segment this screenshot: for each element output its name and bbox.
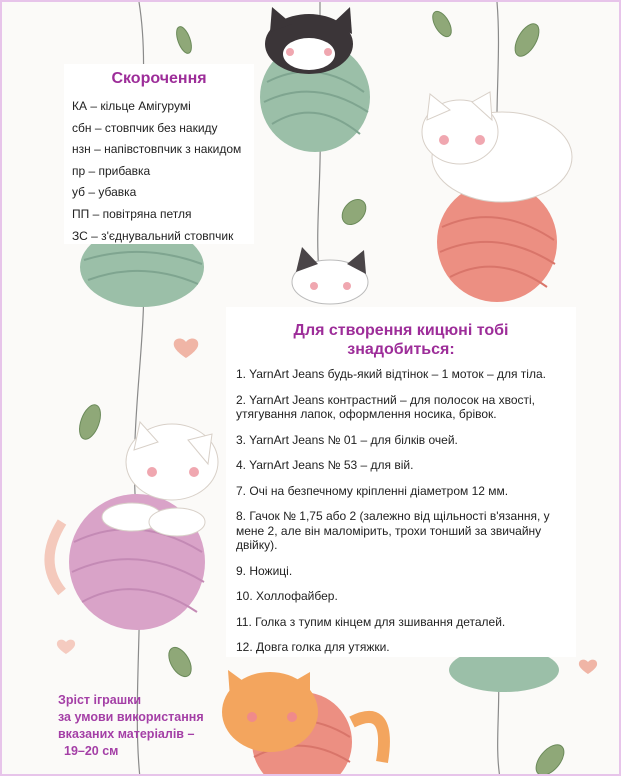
abbreviations-panel [64,64,254,244]
abbreviation-item: уб – убавка [72,185,137,200]
heart-icon [174,339,199,358]
material-item: 8. Гачок № 1,75 або 2 (залежно від щільності в'язання, у мене 2, але він маломірить, трохи тонший за звичайну двійку). [236,509,550,552]
leaf [174,25,195,55]
materials-panel [226,307,576,657]
material-item: 10. Холлофайбер. [236,589,338,603]
height-note-line: 19–20 см [64,744,119,758]
height-note-line: Зріст іграшки [58,693,142,707]
abbreviation-item: нзн – напівстовпчик з накидом [72,142,242,157]
material-item: 3. YarnArt Jeans № 01 – для білків очей. [236,432,458,447]
cat-dark-top [265,7,353,74]
abbreviations-title: Скорочення [111,70,207,87]
leaf [75,402,104,442]
leaf [510,20,544,60]
cat-grey-center [292,247,368,304]
material-item: 4. YarnArt Jeans № 53 – для вій. [236,458,414,472]
material-item: 12. Довга голка для утяжки. [236,640,390,654]
material-item: 11. Голка з тупим кінцем для зшивання деталей. [236,614,506,629]
toy-height-note [58,692,228,760]
abbreviation-item: сбн – стовпчик без накиду [72,120,218,135]
materials-title-line2: знадобиться: [347,341,455,358]
leaf [337,195,370,229]
leaf [164,644,196,681]
abbreviation-item: ПП – повітряна петля [72,206,192,221]
abbreviation-item: КА – кільце Амігурумі [72,99,191,113]
material-item: 2. YarnArt Jeans контрастний – для полосок на хвості, утягування лапок, оформлення носика, брівок. [236,392,535,421]
abbreviation-item: ЗС – з'єднувальний стовпчик [72,228,234,243]
material-item: 1. YarnArt Jeans будь-який відтінок – 1 моток – для тіла. [236,367,546,381]
leaf [429,8,455,39]
material-item: 7. Очі на безпечному кріпленні діаметром 12 мм. [236,483,509,498]
leaf [531,740,569,776]
materials-title-line1: Для створення кицюні тобі [293,322,509,339]
height-note-line: за умови використання [58,710,204,724]
abbreviations-list [72,96,241,247]
heart-icon [579,660,597,674]
materials-list [236,367,568,666]
materials-title [226,321,576,359]
height-note-line: вказаних матеріалів – [58,727,195,741]
abbreviation-item: пр – прибавка [72,163,151,178]
material-item: 9. Ножиці. [236,563,293,578]
heart-icon [57,640,75,654]
